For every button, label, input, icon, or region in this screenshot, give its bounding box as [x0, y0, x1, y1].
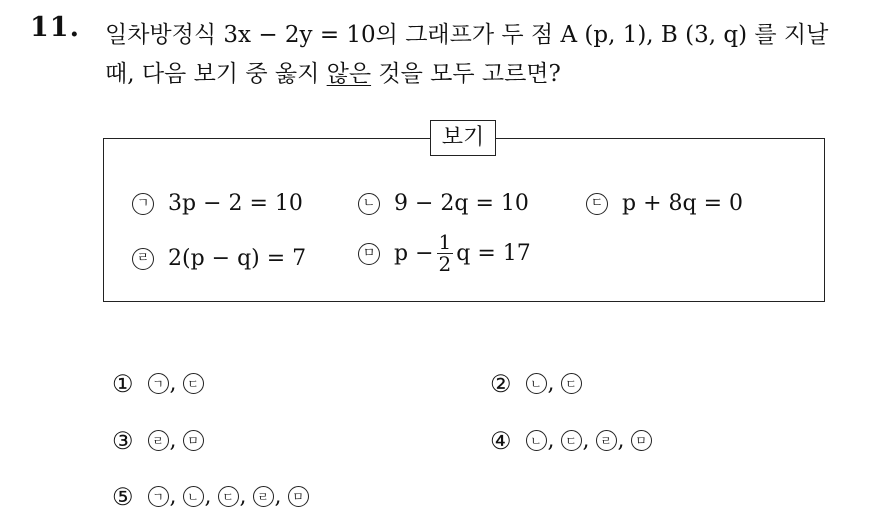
question-number: 11. [30, 12, 80, 43]
answer-choice-3[interactable]: ③ ㄹ , ㅁ [112, 428, 204, 453]
bogi-marker: ㄴ [358, 193, 380, 215]
choice-marker: ㄱ [148, 486, 169, 507]
bogi-title: 보기 [430, 120, 496, 156]
bogi-item-text: p + 8q = 0 [622, 191, 743, 216]
question-text-line2 [105, 55, 561, 88]
fraction-denominator: 2 [438, 252, 452, 276]
bogi-item-text: 9 − 2q = 10 [394, 191, 529, 216]
choice-marker: ㅁ [631, 430, 652, 451]
choice-marker: ㅁ [288, 486, 309, 507]
bogi-item-text: 3p − 2 = 10 [168, 191, 303, 216]
choice-number: ② [490, 369, 512, 398]
bogi-item [132, 191, 303, 216]
answer-choice-1[interactable]: ① ㄱ , ㄷ [112, 371, 204, 396]
bogi-marker: ㄱ [132, 193, 154, 215]
bogi-item [586, 191, 743, 216]
bogi-marker: ㄷ [586, 193, 608, 215]
bogi-item [358, 232, 531, 275]
answer-choice-5[interactable]: ⑤ ㄱ , ㄴ , ㄷ , ㄹ , ㅁ [112, 484, 309, 509]
bogi-item-text: 2(p − q) = 7 [168, 246, 307, 271]
choice-number: ③ [112, 426, 134, 455]
bogi-item-text: q = 17 [456, 241, 531, 266]
question-text-part: 때, 다음 보기 중 옳지 [105, 61, 327, 87]
choice-marker: ㄴ [183, 486, 204, 507]
choice-marker: ㅁ [183, 430, 204, 451]
choice-marker: ㄹ [596, 430, 617, 451]
bogi-marker: ㄹ [132, 248, 154, 270]
choice-marker: ㄷ [561, 430, 582, 451]
answer-choice-2[interactable]: ② ㄴ , ㄷ [490, 371, 582, 396]
choice-marker: ㄹ [148, 430, 169, 451]
bogi-item-text: p − [394, 241, 434, 266]
choice-marker: ㄱ [148, 373, 169, 394]
fraction [437, 232, 454, 275]
choice-number: ① [112, 369, 134, 398]
underlined-word: 않은 [326, 61, 372, 87]
choice-marker: ㄷ [561, 373, 582, 394]
choice-number: ⑤ [112, 482, 134, 511]
bogi-marker: ㅁ [358, 243, 380, 265]
bogi-item [132, 246, 306, 271]
choice-marker: ㄹ [253, 486, 274, 507]
bogi-box [103, 138, 825, 302]
choice-marker: ㄴ [526, 373, 547, 394]
bogi-item [358, 191, 529, 216]
question-text-part: 것을 모두 고르면? [371, 61, 561, 87]
choice-number: ④ [490, 426, 512, 455]
question-text-line1: 일차방정식 3x − 2y = 10의 그래프가 두 점 A (p, 1), B (3, q) 를 지날 [105, 22, 829, 48]
answer-choice-4[interactable]: ④ ㄴ , ㄷ , ㄹ , ㅁ [490, 428, 652, 453]
choice-marker: ㄷ [183, 373, 204, 394]
fraction-numerator: 1 [438, 230, 452, 254]
choice-marker: ㄷ [218, 486, 239, 507]
choice-marker: ㄴ [526, 430, 547, 451]
